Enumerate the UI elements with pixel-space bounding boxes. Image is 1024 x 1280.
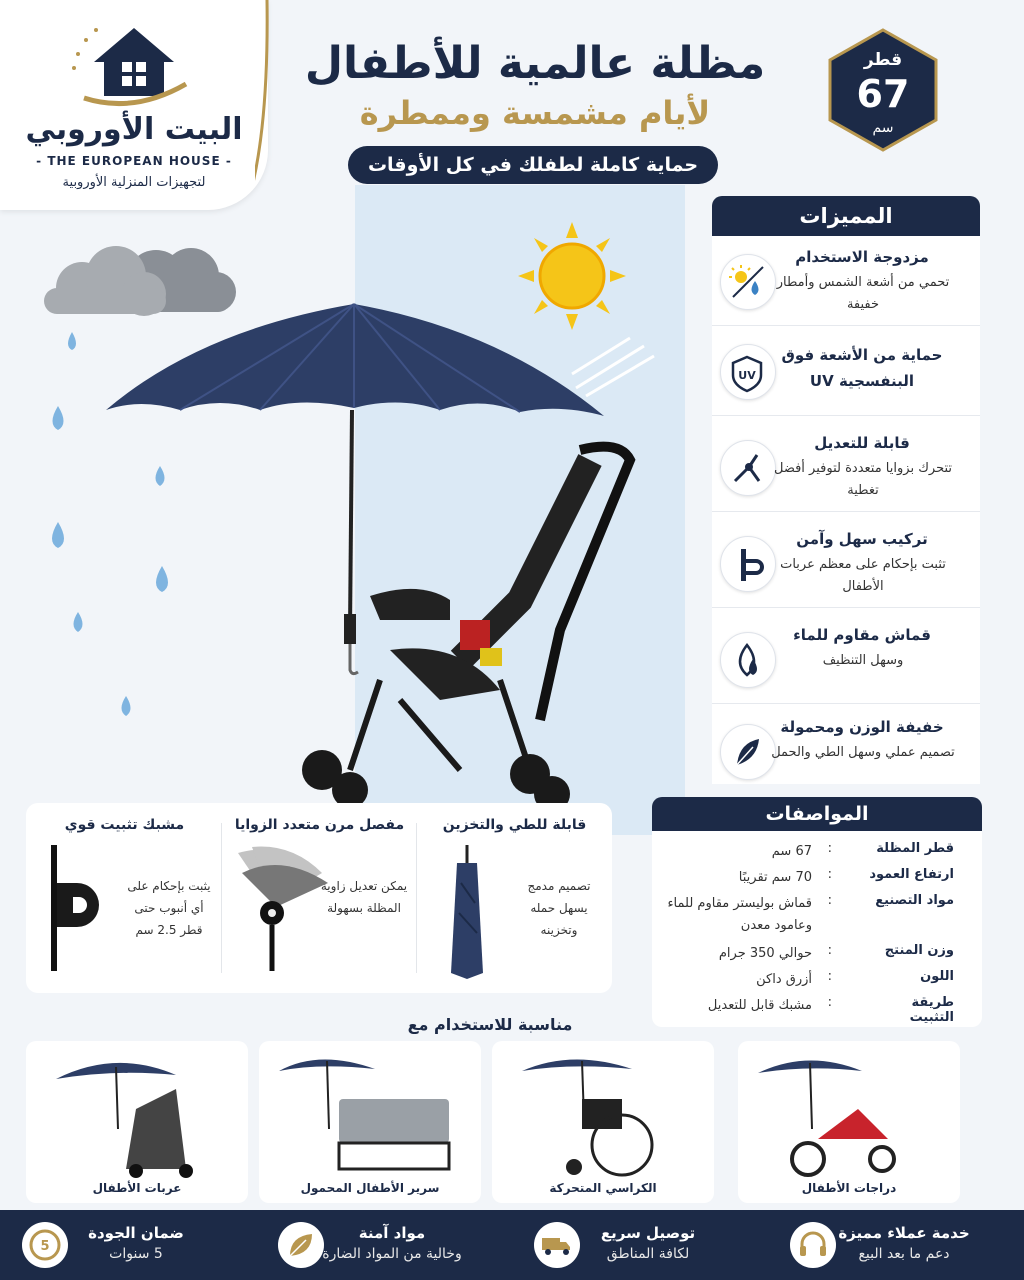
use-label: الكراسي المتحركة (549, 1181, 657, 1195)
feature-title: خفيفة الوزن ومحمولة (780, 718, 944, 736)
footer-desc: 5 سنوات (109, 1246, 163, 1262)
feature-title: مزدوجة الاستخدام (795, 248, 929, 266)
feature-desc: تتحرك بزوايا متعددة لتوفير أفضل تغطية (773, 461, 953, 498)
spec-value: 70 سم تقريبًا (738, 870, 812, 885)
brand-tagline: لتجهيزات المنزلية الأوروبية (62, 175, 206, 190)
specs-heading: المواصفات (652, 797, 982, 831)
stroller-umbrella-illustration (100, 300, 660, 810)
diameter-value: 67 (856, 72, 910, 116)
use-label: دراجات الأطفال (801, 1181, 897, 1195)
detail-card-clamp (27, 803, 222, 993)
footer-item-support (768, 1210, 1024, 1280)
clamp-photo-icon (37, 843, 117, 973)
house-logo-icon (64, 18, 204, 110)
detail-desc: يمكن تعديل زاوية المظلة بسهولة (320, 879, 408, 915)
feature-desc: تثبت بإحكام على معظم عربات الأطفال (780, 557, 946, 594)
detail-card-foldable (417, 803, 612, 993)
feature-item (712, 706, 980, 796)
footer-item-safe-materials (256, 1210, 512, 1280)
use-card-tricycle (738, 1041, 960, 1203)
stroller-icon (46, 1049, 228, 1179)
detail-cards (26, 803, 612, 993)
footer-desc: وخالية من المواد الضارة (322, 1246, 462, 1262)
footer-title: مواد آمنة (358, 1224, 426, 1242)
svg-text:5: 5 (40, 1239, 50, 1254)
footer-item-warranty (0, 1210, 256, 1280)
detail-title: قابلة للطي والتخزين (442, 817, 587, 833)
diameter-unit: سم (872, 120, 894, 136)
diameter-label: قطر (863, 50, 903, 70)
spec-key: اللون (920, 969, 954, 984)
footer-bar (0, 1210, 1024, 1280)
features-list (712, 236, 980, 784)
tricycle-icon (758, 1049, 940, 1179)
spec-value: 67 سم (771, 844, 812, 859)
feature-desc: وسهل التنظيف (822, 653, 904, 668)
footer-title: توصيل سريع (600, 1224, 696, 1242)
brand-name: البيت الأوروبي (25, 112, 243, 147)
feature-title: قماش مقاوم للماء (793, 626, 931, 644)
use-label: عربات الأطفال (92, 1181, 182, 1195)
detail-title: مشبك تثبيت قوي (64, 817, 185, 833)
spec-key: مواد التصنيع (875, 893, 954, 908)
spec-value: قماش بوليستر مقاوم للماء وعامود معدن (667, 896, 812, 933)
feature-item (712, 422, 980, 512)
brand-name-en: - THE EUROPEAN HOUSE - (36, 154, 232, 168)
detail-desc: تصميم مدمج يسهل حمله وتخزينه (527, 879, 591, 937)
brand-logo (0, 0, 268, 210)
gold-swoosh (255, 0, 281, 215)
features-heading: المميزات (712, 196, 980, 236)
feature-item (712, 614, 980, 704)
detail-desc: يثبت بإحكام على أي أنبوب حتى قطر 2.5 سم (127, 879, 211, 937)
use-card-wheelchair (492, 1041, 714, 1203)
footer-desc: لكافة المناطق (606, 1246, 690, 1262)
multi-angle-joint-icon (232, 843, 332, 973)
tagline-pill: حماية كاملة لطفلك في كل الأوقات (348, 146, 718, 184)
feature-item (712, 518, 980, 608)
spec-value: حوالي 350 جرام (718, 946, 812, 961)
spec-key: ارتفاع العمود (869, 867, 954, 882)
feature-title: حماية من الأشعة فوق البنفسجية UV (781, 346, 943, 390)
suitable-heading: مناسبة للاستخدام مع (407, 1015, 573, 1034)
spec-value: مشبك قابل للتعديل (707, 998, 812, 1013)
feature-title: قابلة للتعديل (814, 434, 910, 452)
spec-key: طريقة التثبيت (909, 995, 954, 1025)
use-card-stroller (26, 1041, 248, 1203)
detail-card-joint (222, 803, 417, 993)
footer-desc: دعم ما بعد البيع (858, 1246, 950, 1262)
detail-title: مفصل مرن متعدد الزوايا (234, 817, 405, 833)
uv-shield-icon (720, 344, 776, 400)
feature-title: تركيب سهل وآمن (796, 530, 928, 548)
page-title: مظلة عالمية للأطفال (304, 38, 766, 89)
wheelchair-icon (512, 1049, 694, 1179)
spec-value: أزرق داكن (756, 972, 812, 987)
feature-desc: تصميم عملي وسهل الطي والحمل (771, 745, 955, 760)
crib-icon (279, 1049, 461, 1179)
spec-key: وزن المنتج (884, 943, 954, 958)
feature-desc: تحمي من أشعة الشمس وأمطار خفيفة (776, 275, 950, 312)
page-subtitle: لأيام مشمسة وممطرة (359, 94, 711, 132)
specs-table: قطر المظلة : 67 سم ارتفاع العمود : 70 سم تقريبًا مواد التصنيع : قماش بوليستر مقاوم للماء وعامود معدن وزن المنتج : حوالي 350 جرام اللون : أزرق داكن طريقة التثبيت : مشبك قابل للتعديل (652, 831, 982, 1027)
spec-key: قطر المظلة (876, 841, 954, 856)
footer-item-delivery (512, 1210, 768, 1280)
svg-text:UV: UV (738, 369, 756, 382)
use-label: سرير الأطفال المحمول (300, 1181, 440, 1195)
diameter-badge (828, 28, 938, 152)
footer-title: ضمان الجودة (88, 1224, 184, 1242)
feature-item (712, 236, 980, 326)
folded-umbrella-icon (427, 843, 507, 983)
use-card-crib (259, 1041, 481, 1203)
feature-item (712, 326, 980, 416)
footer-title: خدمة عملاء مميزة (838, 1224, 970, 1242)
